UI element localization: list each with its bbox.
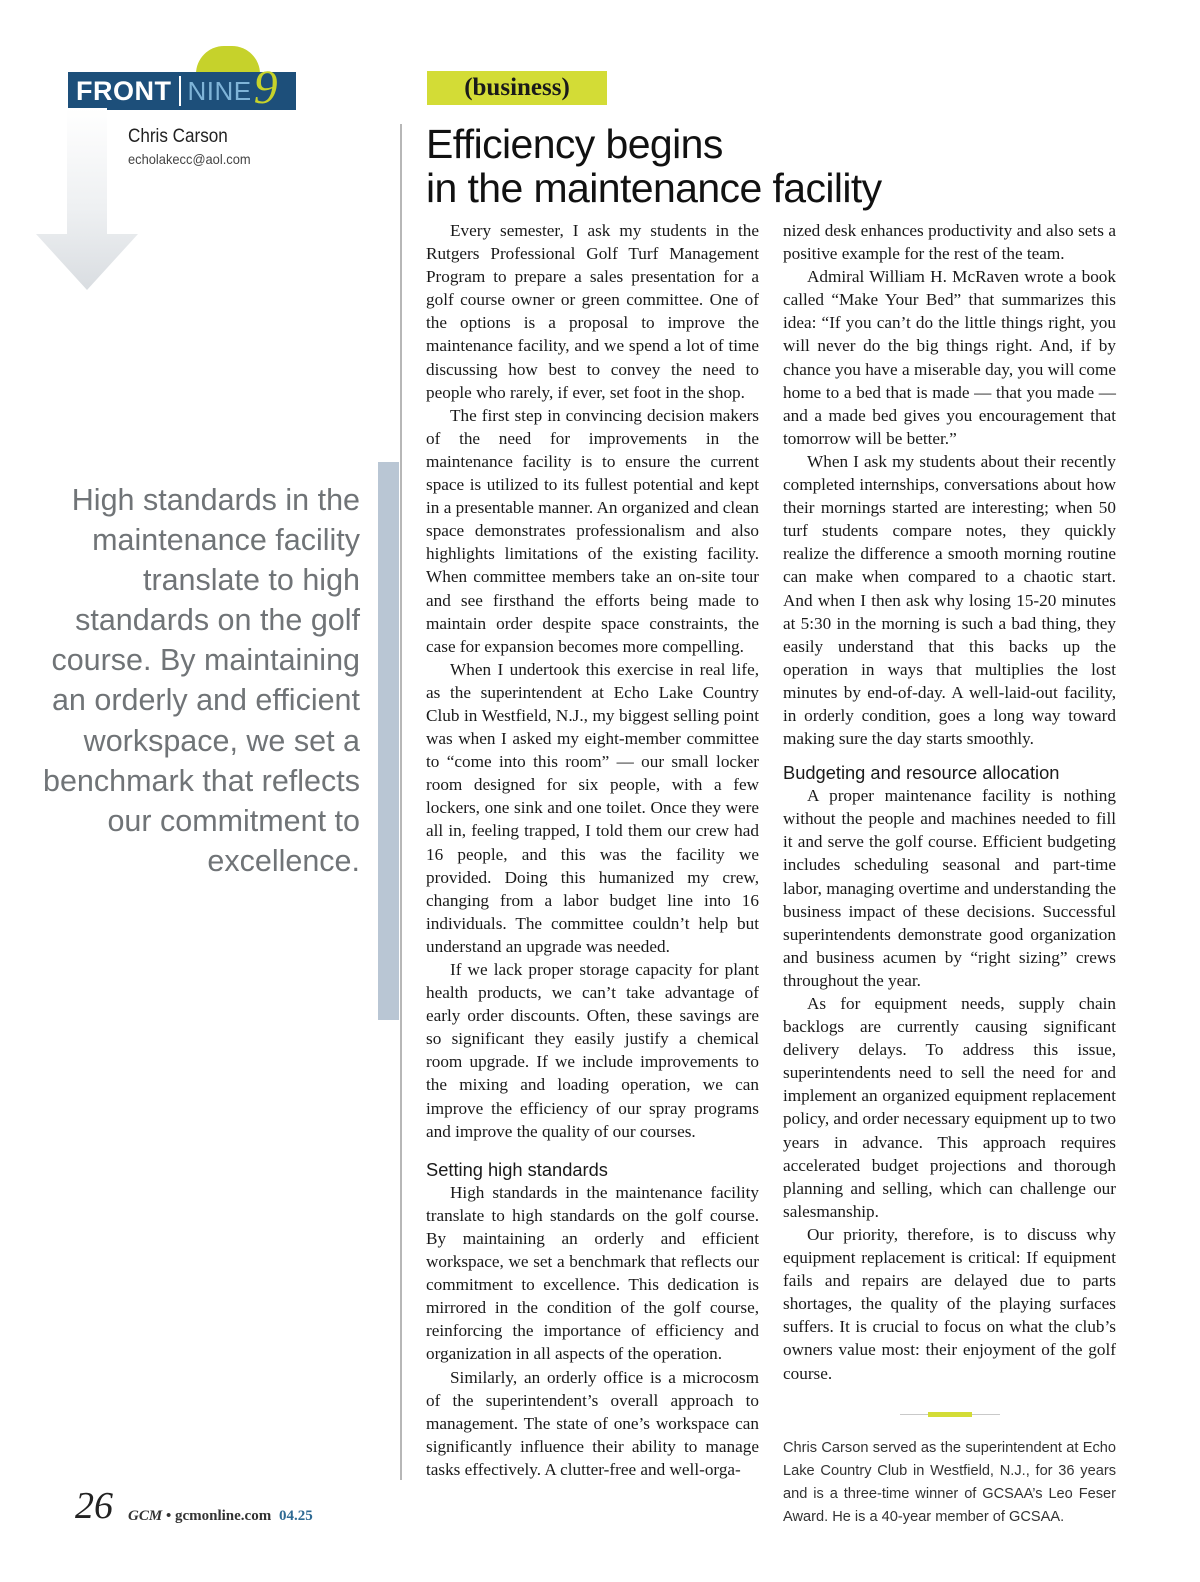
body-paragraph: When I ask my students about their recently completed internships, conversations about how their mornings started are interesting; when 50 turf students compare notes, they quickly realize the difference a smooth morning routine can make when compared to a chaotic start. And when I then ask why losing 15-20 minutes at 5:30 in the morning is such a bad thing, they easily understand that this backs up the operation in ways that multiplies the lost minutes by end-of-day. A well-laid-out facility, in orderly condition, goes a long way toward making sure the day starts smoothly. [783, 451, 1116, 749]
body-paragraph: High standards in the maintenance facility translate to high standards on the golf course. By maintaining an orderly and efficient workspace, we set a benchmark that reflects our commitment to excellence. This dedication is mirrored in the condition of the golf course, reinforcing the importance of efficiency and organization in all aspects of the operation. [426, 1182, 759, 1364]
body-paragraph: The first step in convincing decision makers of the need for improvements in the maintenance facility is to ensure the current space is utilized to its fullest potential and kept in a presentable manner. An organized and clean space demonstrates professionalism and also highlights limitations of the existing facility. When committee members take an on-site tour and see firsthand the efforts being made to maintain order despite space constraints, the case for expansion becomes more compelling. [426, 405, 759, 656]
author-bio: Chris Carson served as the superintendent at Echo Lake Country Club in Westfield, N.J., for 36 years and is a three-time winner of GCSAA’s Leo Feser Award. He is a 40-year member of GCSAA. [783, 1439, 1116, 1525]
end-of-article-rule [900, 1412, 1000, 1417]
footer-separator: • [165, 1508, 172, 1524]
page-number: 26 [75, 1485, 113, 1527]
body-paragraph: Similarly, an orderly office is a microcosm of the superintendent’s overall approach to management. The state of one’s workspace can significantly influence their ability to manage tasks effectively. A clutter-free and well-orga- [426, 1367, 759, 1479]
logo-nine-text: NINE [187, 75, 252, 106]
logo-leaf-shape [196, 46, 260, 74]
magazine-name: GCM [128, 1508, 163, 1524]
down-arrow-icon [36, 108, 138, 292]
article-column-2 [783, 219, 1116, 1529]
article-column-1 [426, 219, 759, 1481]
logo-numeral: 9 [253, 61, 278, 114]
pull-quote-bar [378, 462, 399, 1020]
body-paragraph: Admiral William H. McRaven wrote a book called “Make Your Bed” that summarizes this idea: “If you can’t do the little things right, you will never do the big things right. And, if by chance you have a miserable day, you will come home to a bed that is made — that you made — and a made bed gives you encouragement that tomorrow will be better.” [783, 267, 1116, 448]
section-kicker: (business) [427, 71, 607, 105]
subhead-setting-high-standards: Setting high standards [426, 1158, 608, 1180]
column-divider [400, 124, 402, 1480]
author-email[interactable]: echolakecc@aol.com [128, 151, 251, 167]
body-paragraph: Every semester, I ask my students in the Rutgers Professional Golf Turf Management Program to prepare a sales presentation for a golf course owner or green committee. One of the options is a proposal to improve the maintenance facility, and we spend a lot of time discussing how best to convey the need to people who rarely, if ever, set foot in the shop. [426, 221, 759, 402]
article-title [426, 122, 986, 210]
body-paragraph: As for equipment needs, supply chain backlogs are currently causing significant delivery delays. To address this issue, superintendents need to sell the need for and implement an organized equipment replacement policy, and order necessary equipment up to two years in advance. This approach requires accelerated budget projections and thorough planning and selling, which can challenge our salesmanship. [783, 994, 1116, 1221]
body-paragraph: A proper maintenance facility is nothing without the people and machines needed to fill it and serve the golf course. Efficient budgeting includes scheduling seasonal and part-time labor, managing overtime and understanding the business impact of these decisions. Successful superintendents demonstrate good organization and business acumen by “right sizing” crews throughout the year. [783, 786, 1116, 990]
body-paragraph: Our priority, therefore, is to discuss why equipment replacement is critical: If equipment fails and repairs are delayed due to parts shortages, the quality of the playing surfaces suffers. It is crucial to focus on what the club’s owners value most: their enjoyment of the golf course. [783, 1224, 1116, 1383]
author-name: Chris Carson [128, 126, 228, 147]
title-line-1: Efficiency begins [426, 121, 723, 167]
logo-banner [68, 61, 296, 114]
body-paragraph: nized desk enhances productivity and also sets a positive example for the rest of the team. [783, 221, 1116, 264]
pull-quote: High standards in the maintenance facility translate to high standards on the golf course. By maintaining an orderly and efficient workspace, we set a benchmark that reflects our commitment to excellence. [42, 483, 360, 878]
title-line-2: in the maintenance facility [426, 165, 882, 211]
issue-date: 04.25 [278, 1508, 313, 1524]
front-nine-logo [68, 46, 300, 114]
logo-front-text: FRONT [76, 75, 172, 106]
body-paragraph: If we lack proper storage capacity for plant health products, we can’t take advantage of early order discounts. Often, these savings are so significant they easily justify a chemical room upgrade. If we include improvements to the mixing and loading operation, we can improve the efficiency of our spray programs and improve the quality of our courses. [426, 960, 759, 1141]
footer-line [128, 1508, 313, 1525]
subhead-budgeting: Budgeting and resource allocation [783, 762, 1060, 784]
body-paragraph: When I undertook this exercise in real life, as the superintendent at Echo Lake Country Club in Westfield, N.J., my biggest selling point was when I asked my eight-member committee to “come into this room” — our small locker room designed for six people, with a few lockers, one sink and one toilet. Once they were all in, feeling trapped, I told them our crew had 16 people, and this was the facility we provided. Doing this humanized my crew, changing from a labor budget line into 16 individuals. The committee couldn’t help but understand an upgrade was needed. [426, 659, 759, 956]
logo-divider [179, 76, 181, 106]
footer-website[interactable]: gcmonline.com [174, 1508, 272, 1524]
